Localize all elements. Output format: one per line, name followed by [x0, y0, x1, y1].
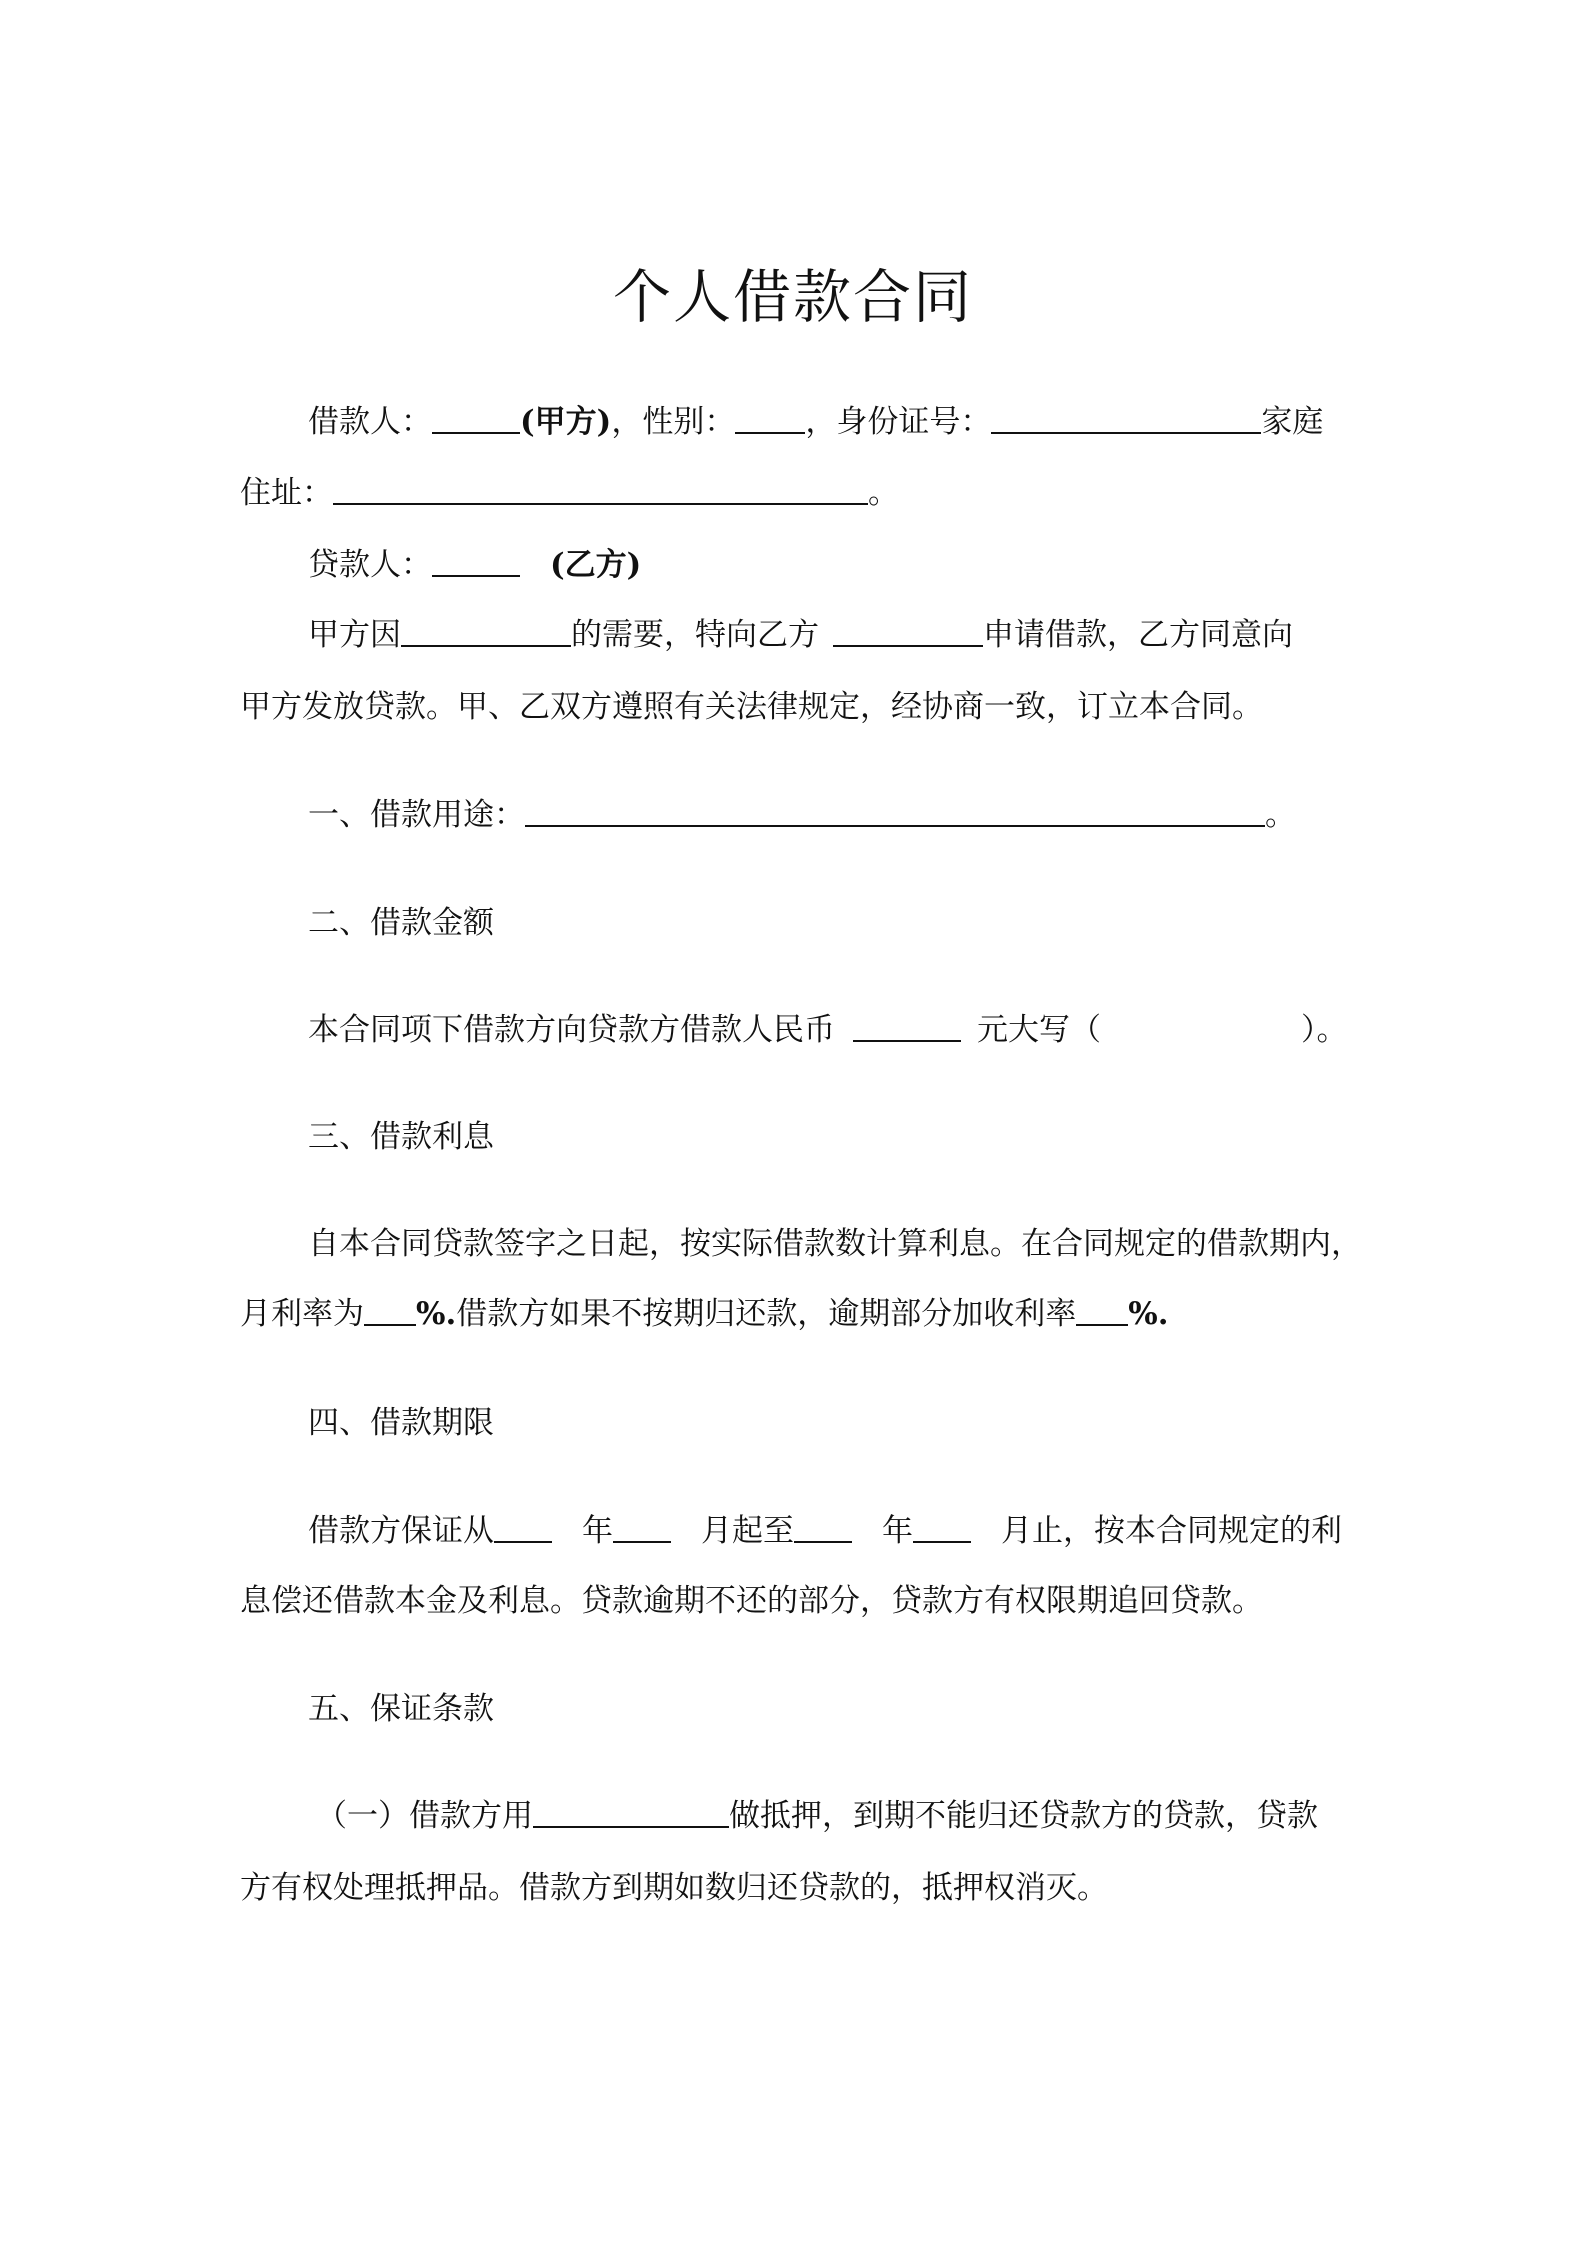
home-label: 家庭 — [1261, 404, 1324, 440]
section-1-line — [240, 785, 1428, 845]
interest-line-2 — [240, 1284, 1360, 1344]
collateral-text-b: 做抵押，到期不能归还贷款方的贷款，贷款 — [729, 1798, 1318, 1834]
amount-blank — [853, 1008, 961, 1042]
lender-blank — [833, 613, 983, 647]
party-b-role: (乙方) — [550, 547, 642, 583]
amount-text-b: 元大写（ — [977, 1012, 1101, 1048]
term-text-a: 借款方保证从 — [308, 1513, 494, 1549]
end-year-blank — [794, 1509, 852, 1543]
overdue-rate-percent: %. — [1128, 1296, 1169, 1332]
intro-text-a: 甲方因 — [308, 617, 401, 653]
overdue-text: 借款方如果不按期归还款，逾期部分加收利率 — [456, 1296, 1077, 1332]
start-month-blank — [613, 1509, 671, 1543]
purpose-blank — [401, 613, 571, 647]
guarantee-line-2: 方有权处理抵押品。借款方到期如数归还贷款的，抵押权消灭。 — [240, 1870, 1108, 1906]
id-label: ，身份证号： — [805, 404, 992, 440]
gender-label: ，性别： — [611, 404, 736, 440]
section-2-text — [240, 1000, 1428, 1060]
address-blank — [333, 471, 868, 505]
end-month-label: 月止，按本合同规定的利 — [1001, 1513, 1342, 1549]
lender-name-blank — [432, 543, 520, 577]
address-end: 。 — [868, 475, 899, 511]
section-1-end: 。 — [1265, 797, 1296, 833]
section-2-heading: 二、借款金额 — [308, 905, 494, 941]
interest-line-1: 自本合同贷款签字之日起，按实际借款数计算利息。在合同规定的借款期内， — [308, 1226, 1362, 1262]
end-year-label: 年 — [882, 1513, 913, 1549]
borrower-label: 借款人： — [308, 404, 432, 440]
end-month-blank — [913, 1509, 971, 1543]
address-line — [240, 463, 1360, 523]
guarantee-line-1 — [240, 1786, 1436, 1846]
term-line-2: 息偿还借款本金及利息。贷款逾期不还的部分，贷款方有权限期追回贷款。 — [240, 1583, 1263, 1619]
address-label: 住址： — [240, 475, 333, 511]
page-title: 个人借款合同 — [612, 263, 973, 331]
section-3-heading: 三、借款利息 — [308, 1119, 494, 1155]
collateral-blank — [533, 1794, 729, 1828]
monthly-rate-percent: %. — [416, 1296, 457, 1332]
amount-text-c: ）。 — [1301, 1012, 1348, 1048]
section-1-label: 一、借款用途： — [308, 797, 525, 833]
intro-text-c: 申请借款，乙方同意向 — [983, 617, 1293, 653]
start-year-label: 年 — [582, 1513, 613, 1549]
intro-line-2: 甲方发放贷款。甲、乙双方遵照有关法律规定，经协商一致，订立本合同。 — [240, 689, 1263, 725]
overdue-rate-blank — [1076, 1292, 1128, 1326]
party-a-role: (甲方) — [520, 404, 612, 440]
intro-text-b: 的需要，特向乙方 — [571, 617, 819, 653]
monthly-rate-blank — [364, 1292, 416, 1326]
intro-line-1 — [240, 605, 1428, 665]
monthly-rate-label: 月利率为 — [240, 1296, 364, 1332]
section-4-heading: 四、借款期限 — [308, 1405, 494, 1441]
section-5-heading: 五、保证条款 — [308, 1691, 494, 1727]
borrower-line — [240, 392, 1428, 452]
id-number-blank — [991, 400, 1261, 434]
borrower-name-blank — [432, 400, 520, 434]
lender-line — [240, 535, 1428, 595]
amount-text-a: 本合同项下借款方向贷款方借款人民币 — [308, 1012, 835, 1048]
term-line-1 — [240, 1501, 1428, 1561]
gender-blank — [735, 400, 805, 434]
start-year-blank — [494, 1509, 552, 1543]
lender-label: 贷款人： — [308, 547, 432, 583]
start-month-label: 月起至 — [701, 1513, 794, 1549]
collateral-text-a: （一）借款方用 — [316, 1798, 533, 1834]
loan-use-blank — [525, 793, 1265, 827]
